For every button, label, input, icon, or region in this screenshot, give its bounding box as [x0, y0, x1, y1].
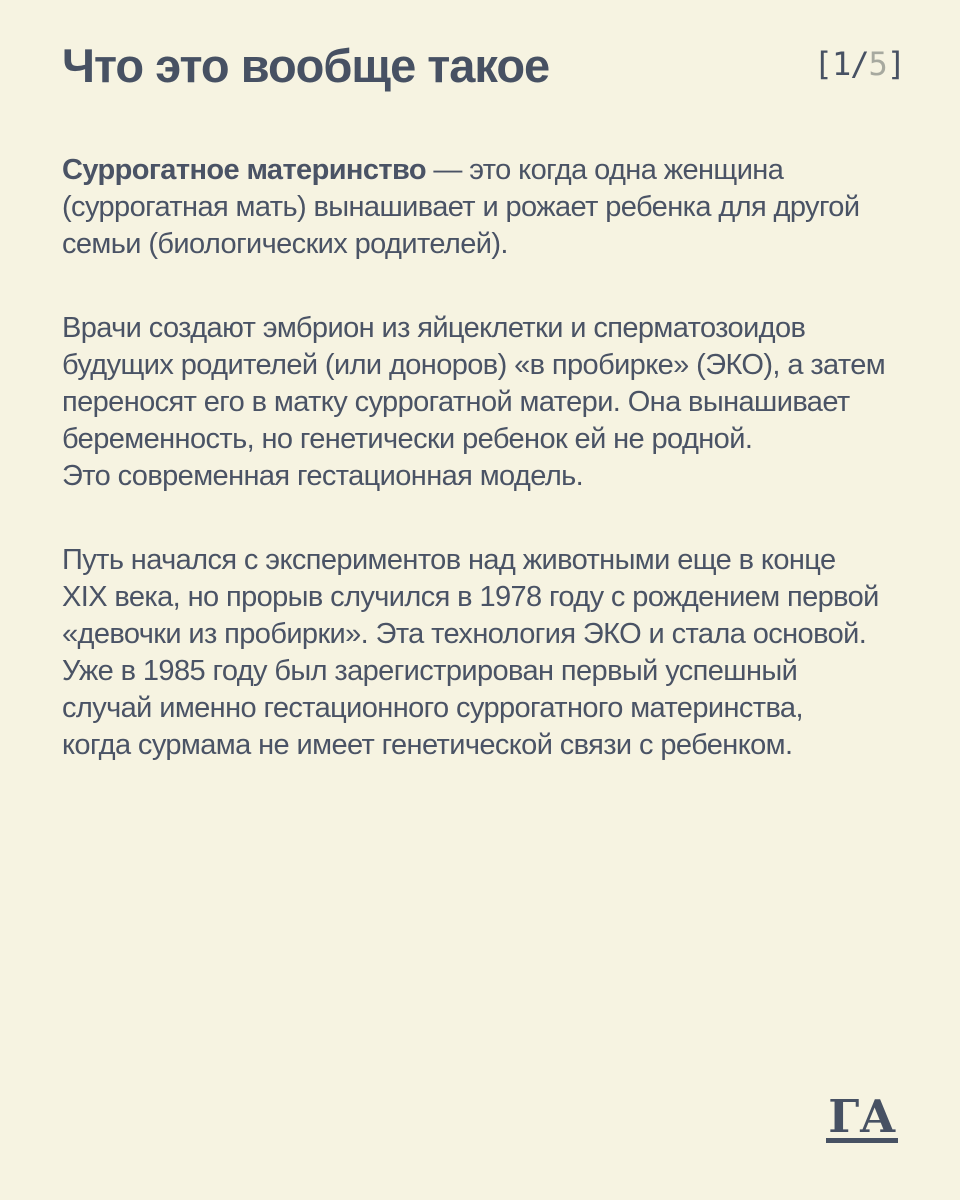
text-line: Путь начался с экспериментов над животными еще в конце: [62, 544, 836, 576]
page-title: Что это вообще такое: [62, 39, 550, 92]
text-line: [62, 152, 905, 189]
text-line-rest: — это когда одна женщина: [425, 154, 784, 186]
paragraph-process: [62, 310, 905, 495]
pagination-separator: /: [850, 45, 869, 83]
paragraph-definition: [62, 152, 905, 263]
text-line: переносят его в матку суррогатной матери. Она вынашивает: [62, 386, 850, 418]
text-line: XIX века, но прорыв случился в 1978 году с рождением первой: [62, 581, 879, 613]
definition-term: Суррогатное материнство: [62, 154, 426, 186]
text-line: случай именно гестационного суррогатного материнства,: [62, 692, 803, 724]
text-line: беременность, но генетически ребенок ей не родной.: [62, 423, 753, 455]
page-indicator: [814, 42, 905, 86]
text-line: «девочки из пробирки». Эта технология ЭКО и стала основой.: [62, 618, 867, 650]
card-header: [62, 40, 905, 92]
text-line: семьи (биологических родителей).: [62, 228, 508, 260]
text-line: когда сурмама не имеет генетической связи с ребенком.: [62, 729, 793, 761]
card-body: [62, 152, 905, 764]
pagination-bracket-open: [: [813, 45, 832, 83]
text-line: (суррогатная мать) вынашивает и рожает ребенка для другой: [62, 191, 860, 223]
paragraph-history: [62, 542, 905, 764]
text-line: Это современная гестационная модель.: [62, 460, 584, 492]
text-line: будущих родителей (или доноров) «в пробирке» (ЭКО), а затем: [62, 349, 886, 381]
brand-logo: ГА: [828, 1090, 896, 1143]
pagination-bracket-close: ]: [886, 45, 905, 83]
text-line: Врачи создают эмбрион из яйцеклетки и сперматозоидов: [62, 312, 806, 344]
text-line: Уже в 1985 году был зарегистрирован первый успешный: [62, 655, 798, 687]
pagination-total: 5: [868, 45, 887, 83]
pagination-current: 1: [831, 45, 851, 83]
